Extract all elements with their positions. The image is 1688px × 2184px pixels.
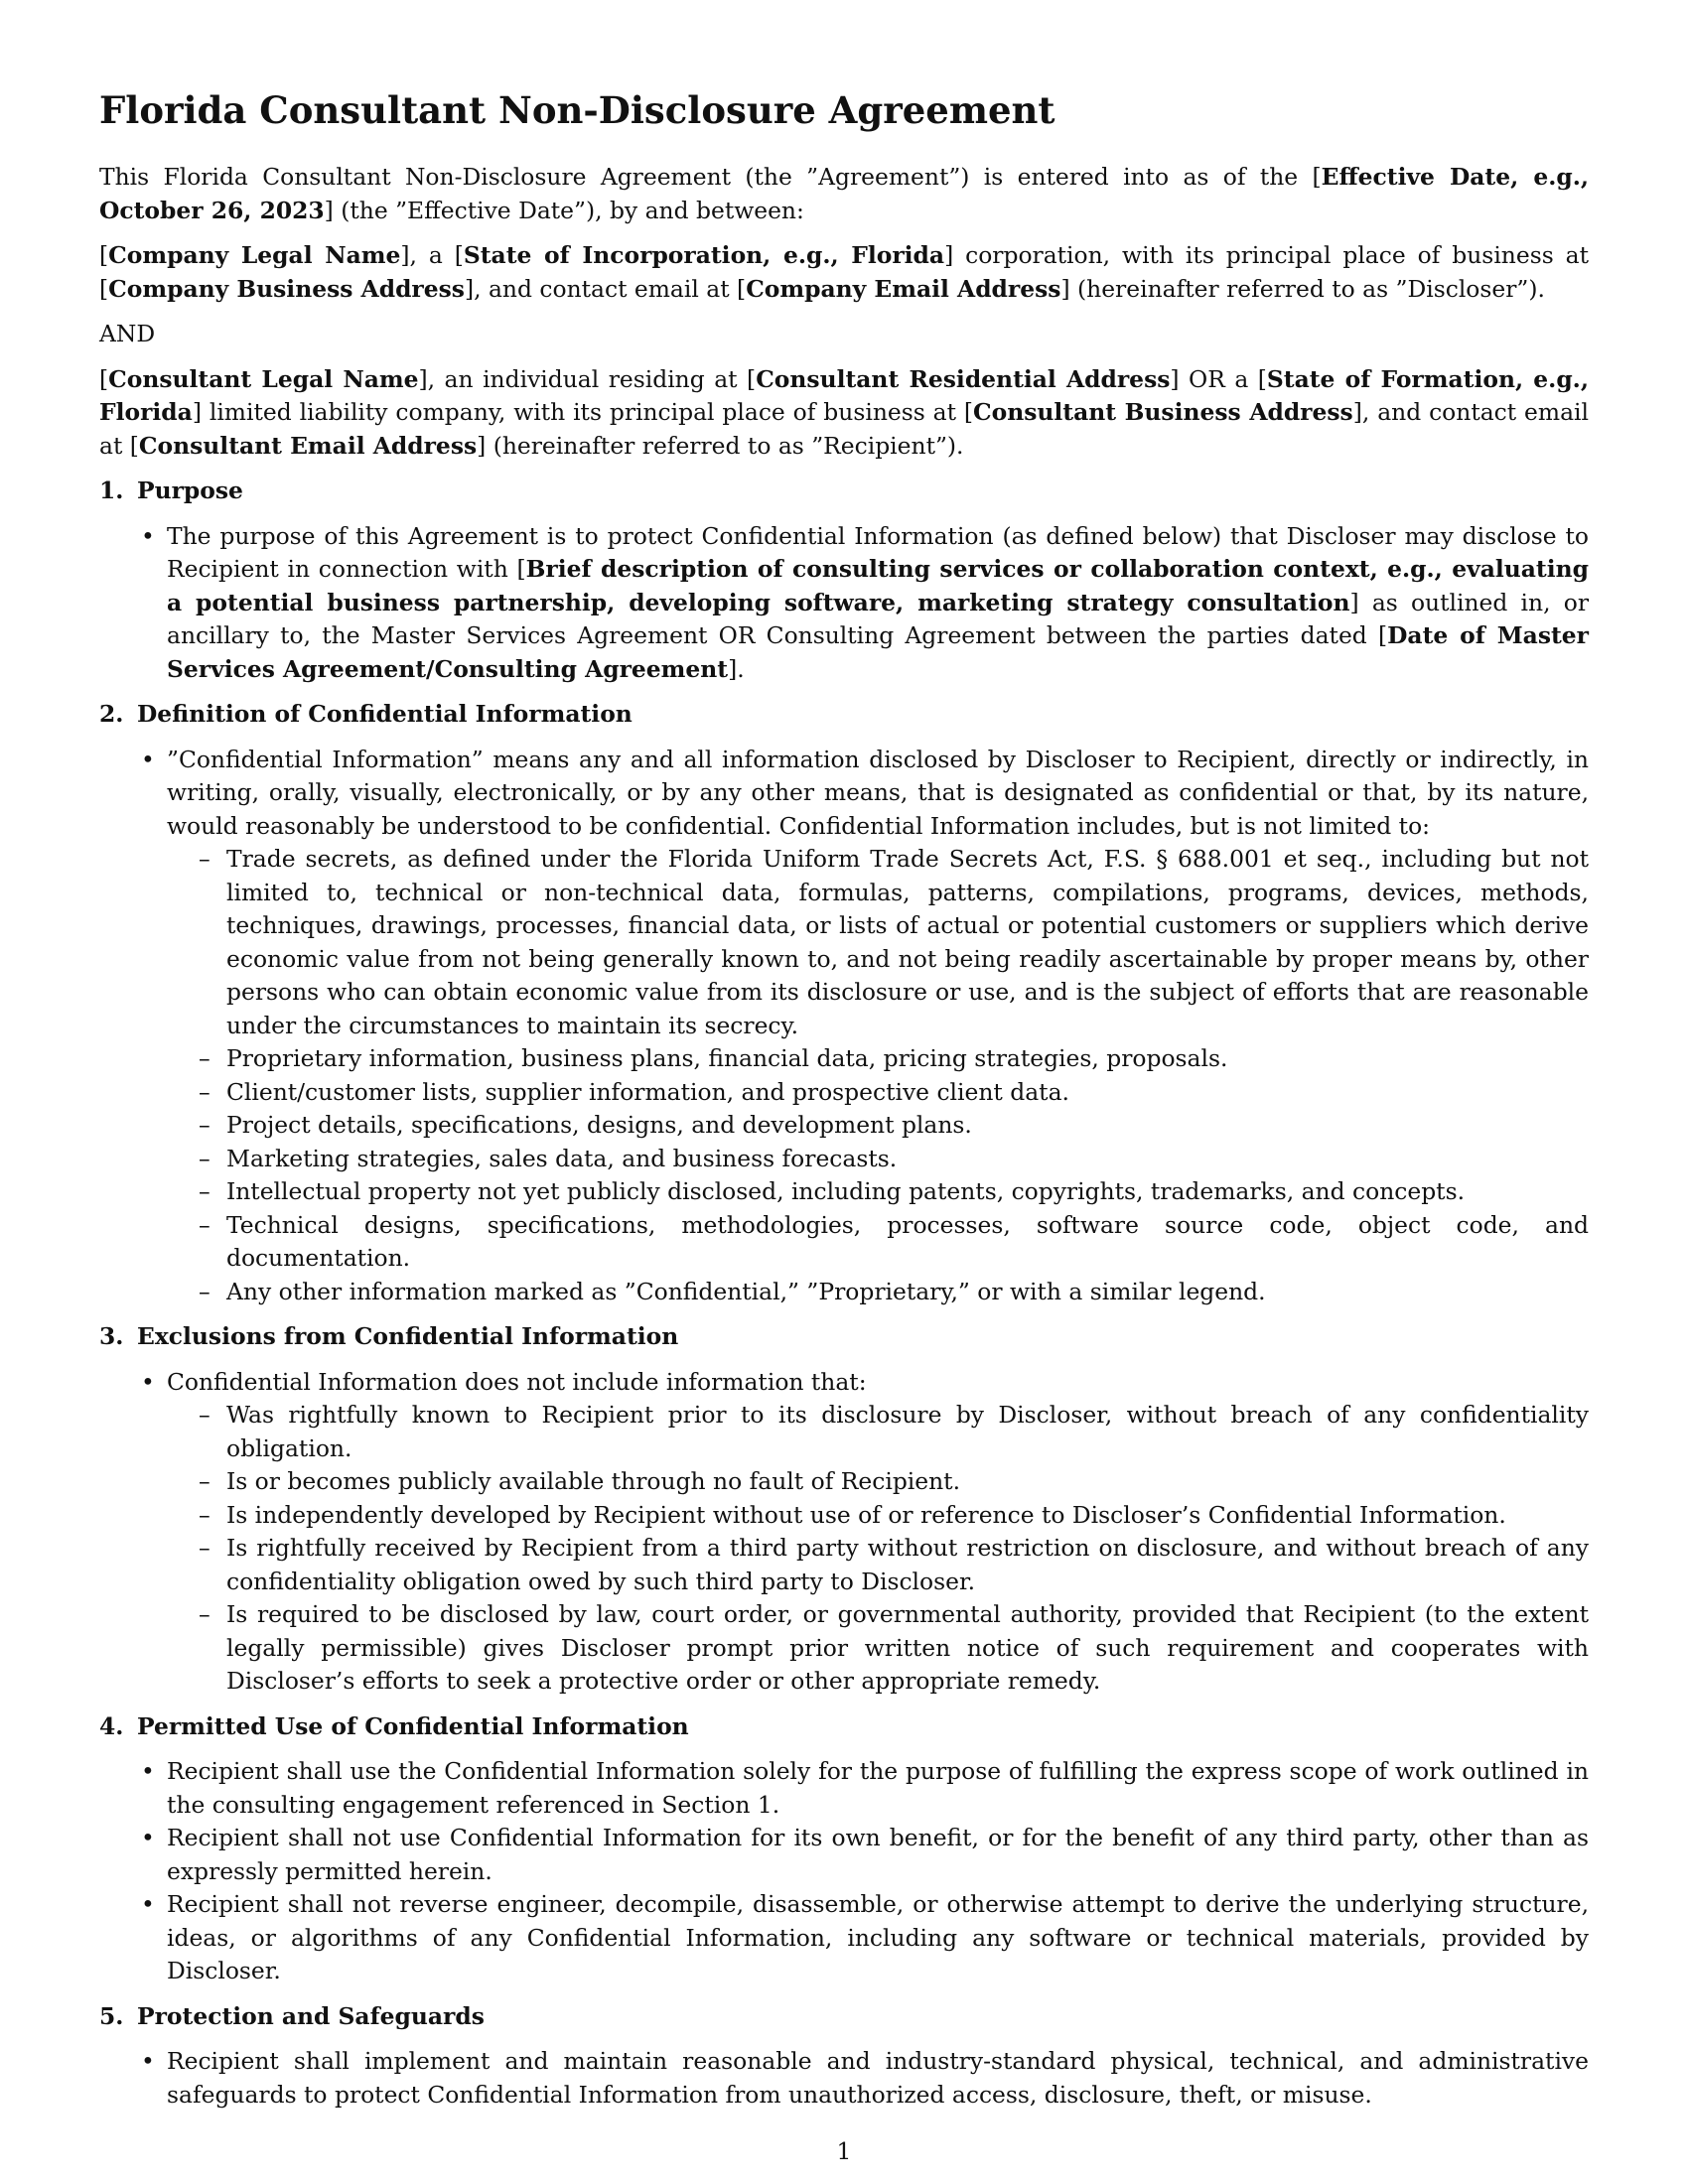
sub-list-item: – Is independently developed by Recipient without use of or reference to Discloser’s Confidential Information. [226,1499,1589,1533]
company-text: ] corporation, with its principal place of business at [ [99,241,1589,303]
section-number: 5. [99,2001,124,2030]
consultant-paragraph [99,363,1589,464]
consultant-name-placeholder: Consultant Legal Name [108,364,419,393]
company-text: ], and contact email at [ [464,274,747,303]
section-heading [99,1710,1589,1744]
document-title: Florida Consultant Non-Disclosure Agreement [99,88,1055,132]
consultant-residential-placeholder: Consultant Residential Address [756,364,1171,393]
section-number: 3. [99,1322,124,1350]
list-item [167,744,1589,1309]
consultant-text: ], an individual residing at [ [418,364,757,393]
company-text: [ [99,241,109,269]
section-number: 4. [99,1711,124,1740]
consultant-text: ] OR a [ [1170,364,1267,393]
company-email-placeholder: Company Email Address [746,274,1061,303]
company-text: ] (hereinafter referred to as ”Discloser”). [1060,274,1545,303]
list-item: • Recipient shall implement and maintain reasonable and industry-standard physical, technical, and administrative safeguards to protect Confidential Information from unauthorized access, disclosure, theft, or misuse. [167,2045,1589,2112]
sub-list [167,843,1589,1308]
section-title: Protection and Safeguards [137,2001,485,2030]
state-formation-placeholder: State of Formation, e.g., Florida [99,364,1589,426]
section-title: Purpose [137,477,243,504]
section-number: 2. [99,700,124,728]
consultant-text: ], and contact email at [ [99,398,1589,460]
section-title: Permitted Use of Confidential Information [137,1711,689,1740]
bullet-list [99,520,1589,687]
consultant-text: [ [99,364,109,393]
sub-list-item: – Project details, specifications, designs, and development plans. [226,1109,1589,1143]
purpose-text: The purpose of this Agreement is to protect Confidential Information (as defined below) that Discloser may disclose to Recipient in connection with [ [167,521,1589,583]
sub-list-item: – Any other information marked as ”Confidential,” ”Proprietary,” or with a similar legend. [226,1276,1589,1309]
document-page [99,87,1589,2119]
page-number: 1 [836,2137,852,2165]
section-number: 1. [99,477,124,504]
definition-lead: ”Confidential Information” means any and all information disclosed by Discloser to Recipient, directly or indirectly, in writing, orally, visually, electronically, or by any other means, that is designated as confidential or that, by its nature, would reasonably be understood to be confidential. Confidential Information includes, but is not limited to: [167,745,1589,840]
msa-date-placeholder: Date of Master Services Agreement/Consulting Agreement [167,621,1589,683]
list-item: • Recipient shall not reverse engineer, decompile, disassemble, or otherwise attempt to derive the underlying structure, ideas, or algorithms of any Confidential Information, including any software or technical materials, provided by Discloser. [167,1888,1589,1988]
company-paragraph [99,239,1589,306]
bullet-list [99,1366,1589,1699]
section-heading [99,475,1589,508]
effective-date-placeholder: Effective Date, e.g., October 26, 2023 [99,163,1589,224]
list-item: • Recipient shall not use Confidential Information for its own benefit, or for the benefit of any third party, other than as expressly permitted herein. [167,1822,1589,1888]
purpose-text: ]. [728,654,745,683]
section-heading [99,2000,1589,2034]
list-item [167,520,1589,687]
bullet-list [99,744,1589,1309]
sub-list-item: – Marketing strategies, sales data, and business forecasts. [226,1143,1589,1176]
and-separator: AND [99,320,156,347]
section-heading [99,698,1589,732]
intro-paragraph [99,161,1589,227]
consultant-business-placeholder: Consultant Business Address [973,398,1353,426]
sub-list-item: – Technical designs, specifications, methodologies, processes, software source code, object code, and documentation. [226,1209,1589,1276]
intro-text: ] (the ”Effective Date”), by and between: [324,196,804,224]
state-incorporation-placeholder: State of Incorporation, e.g., Florida [463,241,945,269]
consultant-text: ] (hereinafter referred to as ”Recipient”). [477,431,964,460]
sub-list [167,1399,1589,1699]
sub-list-item: – Intellectual property not yet publicly disclosed, including patents, copyrights, trademarks, and concepts. [226,1175,1589,1209]
intro-text: This Florida Consultant Non-Disclosure Agreement (the ”Agreement”) is entered into as of the [ [99,163,1322,191]
section-title: Definition of Confidential Information [137,700,633,728]
sub-list-item: – Is rightfully received by Recipient from a third party without restriction on disclosure, and without breach of any confidentiality obligation owed by such third party to Discloser. [226,1532,1589,1598]
section-heading [99,1320,1589,1354]
company-text: ], a [ [400,241,464,269]
sub-list-item: – Trade secrets, as defined under the Florida Uniform Trade Secrets Act, F.S. § 688.001 et seq., including but not limited to, technical or non-technical data, formulas, patterns, compilations, programs, devices, methods, techniques, drawings, processes, financial data, or lists of actual or potential customers or suppliers which derive economic value from not being generally known to, and not being readily ascertainable by proper means by, other persons who can obtain economic value from its disclosure or use, and is the subject of efforts that are reasonable under the circumstances to maintain its secrecy. [226,843,1589,1042]
company-address-placeholder: Company Business Address [108,274,465,303]
sub-list-item: – Client/customer lists, supplier information, and prospective client data. [226,1076,1589,1110]
section-title: Exclusions from Confidential Information [137,1322,679,1350]
sub-list-item: – Is required to be disclosed by law, court order, or governmental authority, provided that Recipient (to the extent legally permissible) gives Discloser prompt prior written notice of such requirement and cooperates with Discloser’s efforts to seek a protective order or other appropriate remedy. [226,1598,1589,1699]
bullet-list [99,2045,1589,2112]
exclusions-lead: Confidential Information does not include information that: [167,1367,867,1396]
sub-list-item: – Proprietary information, business plans, financial data, pricing strategies, proposals. [226,1042,1589,1076]
consultant-text: ] limited liability company, with its principal place of business at [ [192,398,973,426]
sub-list-item: – Was rightfully known to Recipient prior to its disclosure by Discloser, without breach of any confidentiality obligation. [226,1399,1589,1465]
list-item: • Recipient shall use the Confidential Information solely for the purpose of fulfilling the express scope of work outlined in the consulting engagement referenced in Section 1. [167,1755,1589,1822]
consultant-email-placeholder: Consultant Email Address [138,431,478,460]
purpose-text: ] as outlined in, or ancillary to, the Master Services Agreement OR Consulting Agreement between the parties dated [ [167,588,1590,649]
list-item [167,1366,1589,1699]
services-description-placeholder: Brief description of consulting services or collaboration context, e.g., evaluating a potential business partnership, developing software, marketing strategy consultation [167,555,1589,616]
sub-list-item: – Is or becomes publicly available through no fault of Recipient. [226,1465,1589,1499]
company-name-placeholder: Company Legal Name [108,241,401,269]
bullet-list [99,1755,1589,1988]
